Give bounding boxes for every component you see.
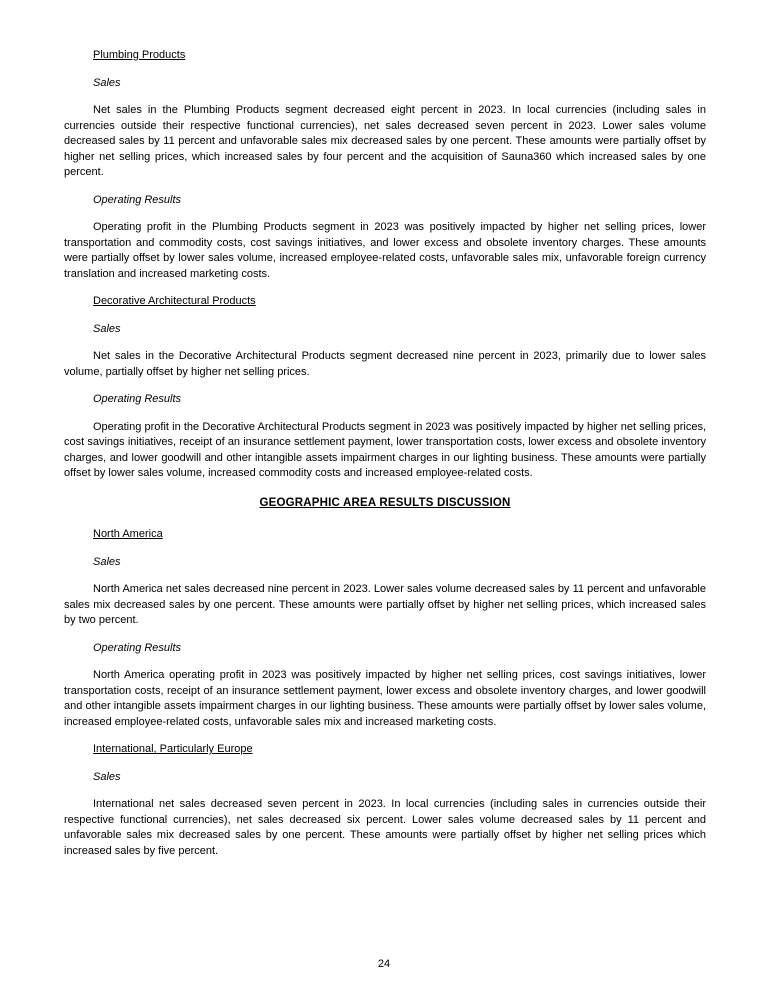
subheading-north-america-sales: Sales	[93, 555, 121, 568]
page-number: 24	[377, 958, 391, 970]
paragraph-decorative-sales: Net sales in the Decorative Architectural Products segment decreased nine percent in 2023, primarily due to lower sales volume, partially offset by higher net selling prices.	[64, 350, 706, 378]
subheading-international-sales: Sales	[93, 770, 121, 783]
subheading-decorative-operating-results: Operating Results	[93, 393, 182, 405]
subheading-north-america-operating-results: Operating Results	[93, 641, 182, 654]
subheading-plumbing-operating-results: Operating Results	[93, 193, 182, 206]
heading-plumbing-products: Plumbing Products	[93, 49, 186, 61]
paragraph-international-sales: International net sales decreased seven percent in 2023. In local currencies (including sales in currencies outside their respective functional currencies), net sales decreased six percent. Lower sales volume decreased sales by 11 percent and unfavorable sales mix decreased sales by one percent. These amounts were partially offset by higher net selling prices which increased sales by five percent.	[64, 798, 706, 857]
paragraph-plumbing-operating-results: Operating profit in the Plumbing Products segment in 2023 was positively impacted by higher net selling prices, lower transportation and commodity costs, cost savings initiatives, and lower excess and obsolete inventory charges. These amounts were partially offset by lower sales volume, increased employee-related costs, unfavorable sales mix, unfavorable foreign currency translation and increased marketing costs.	[64, 221, 706, 280]
paragraph-decorative-operating-results: Operating profit in the Decorative Architectural Products segment in 2023 was positively impacted by higher net selling prices, cost savings initiatives, receipt of an insurance settlement payment, lower transportation costs, lower excess and obsolete inventory charges, and lower goodwill and other intangible assets impairment charges in our lighting business. These amounts were partially offset by lower sales volume, increased commodity costs and increased employee-related costs.	[64, 420, 706, 479]
heading-decorative-architectural-products: Decorative Architectural Products	[93, 295, 256, 307]
section-title-geographic-area-results: GEOGRAPHIC AREA RESULTS DISCUSSION	[259, 496, 511, 509]
paragraph-north-america-sales: North America net sales decreased nine percent in 2023. Lower sales volume decreased sales by 11 percent and unfavorable sales mix decreased sales by one percent. These amounts were partially offset by higher net selling prices, which increased sales by two percent.	[64, 583, 706, 626]
paragraph-plumbing-sales: Net sales in the Plumbing Products segment decreased eight percent in 2023. In local currencies (including sales in currencies outside their respective functional currencies), net sales decreased seven percent in 2023. Lower sales volume decreased sales by 11 percent and unfavorable sales mix decreased sales by one percent. These amounts were partially offset by higher net selling prices, which increased sales by four percent and the acquisition of Sauna360 which increased sales by one percent.	[64, 104, 706, 178]
heading-north-america: North America	[93, 528, 163, 540]
subheading-decorative-sales: Sales	[93, 322, 121, 335]
page-footer	[0, 958, 768, 970]
heading-international-europe: International, Particularly Europe	[93, 743, 253, 755]
subheading-plumbing-sales: Sales	[93, 76, 121, 89]
paragraph-north-america-operating-results: North America operating profit in 2023 was positively impacted by higher net selling prices, cost savings initiatives, lower transportation costs, receipt of an insurance settlement payment, lower excess and obsolete inventory charges, and lower goodwill and other intangible assets impairment charges in our lighting business. These amounts were partially offset by lower sales volume, increased employee-related costs, unfavorable sales mix and increased marketing costs.	[64, 669, 706, 728]
page-content	[64, 48, 706, 859]
